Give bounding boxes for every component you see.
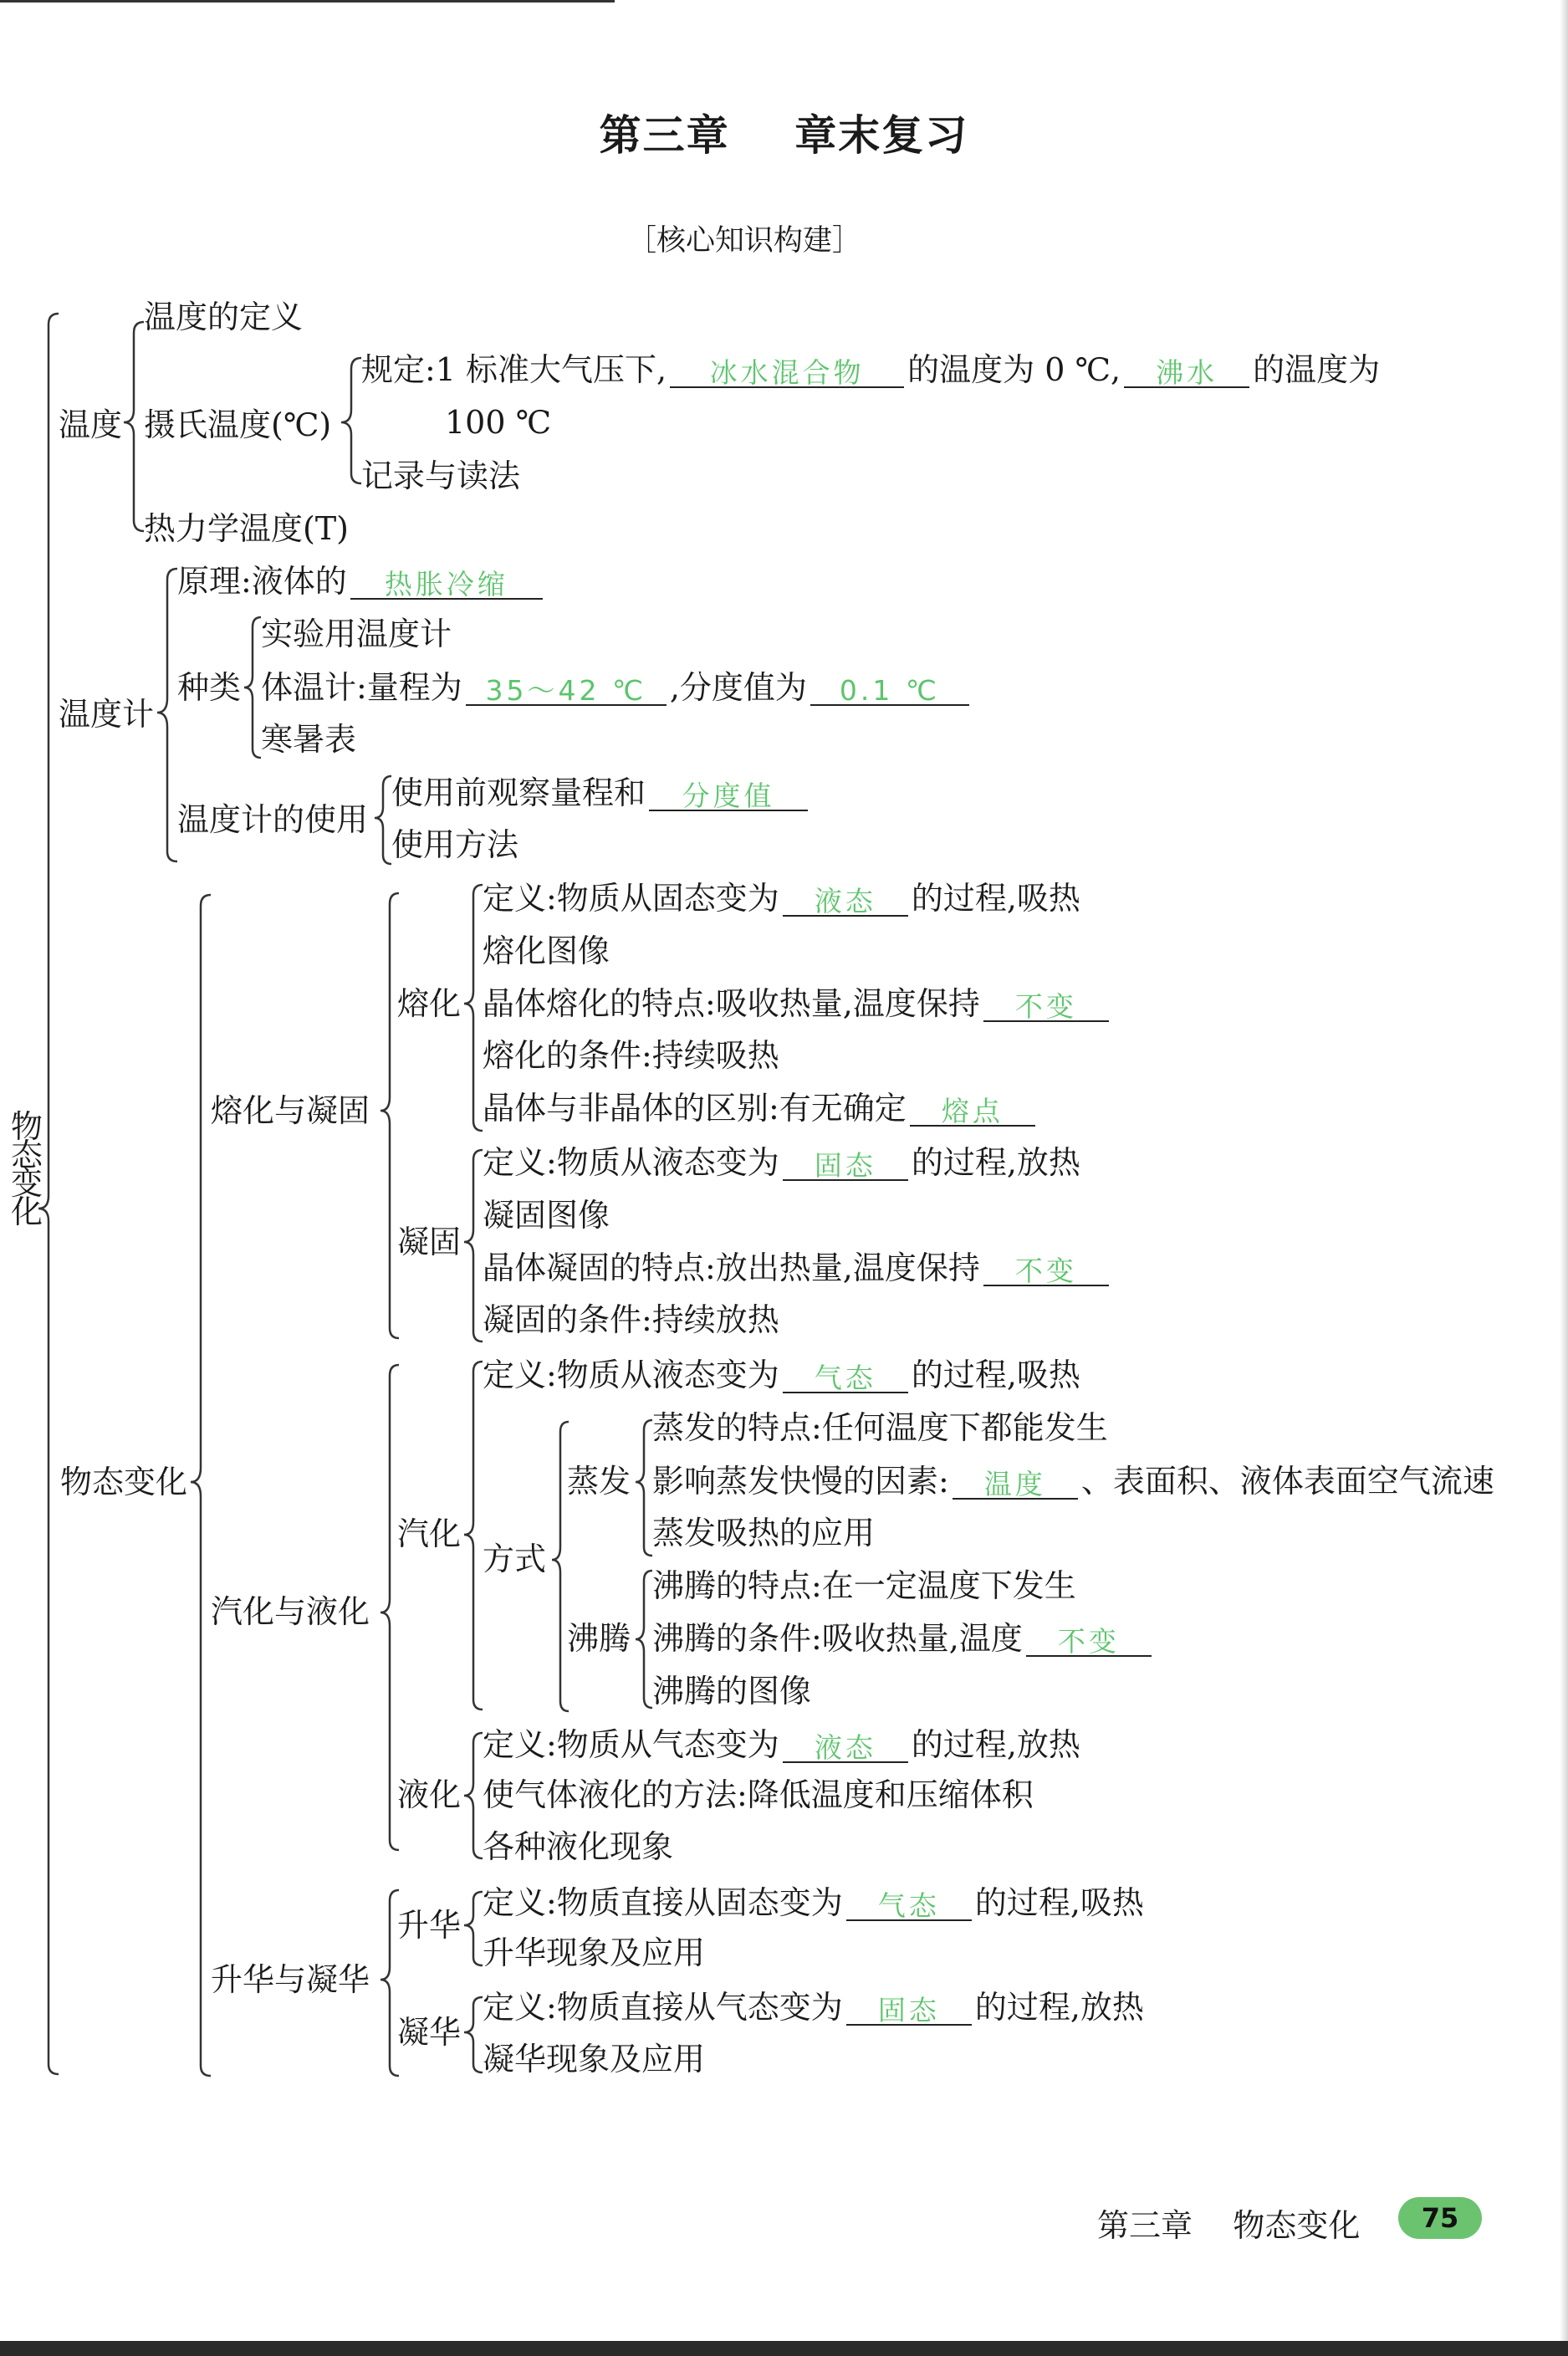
answer-blank — [953, 1464, 1078, 1500]
sublimate-phenomena: 升华现象及应用 — [483, 1934, 706, 1971]
factor-suffix: 、表面积、液体表面空气流速 — [1080, 1463, 1494, 1500]
rule-mid: 的温度为 0 ℃, — [907, 351, 1121, 388]
melting-graph: 熔化图像 — [483, 933, 610, 969]
answer-text: 温度 — [983, 1468, 1046, 1500]
root-label: 物 态 变 化 — [10, 1108, 43, 1230]
evaporation-factors — [652, 1463, 1494, 1500]
answer-blank — [983, 1251, 1109, 1286]
vaporization-label: 汽化 — [397, 1515, 462, 1552]
feature-prefix: 晶体熔化的特点:吸收热量,温度保持 — [483, 985, 980, 1022]
answer-blank — [1124, 353, 1249, 388]
brace-evaporation — [636, 1420, 652, 1556]
answer-text: 液态 — [814, 1731, 876, 1764]
footer-chapter: 第三章 物态变化 — [1097, 2207, 1361, 2244]
answer-text: 35～42 ℃ — [485, 674, 647, 707]
usage-before — [391, 774, 811, 811]
celsius-label: 摄氏温度(℃) — [144, 406, 332, 443]
sublimate-label: 升华 — [397, 1907, 462, 1944]
answer-blank — [910, 1091, 1035, 1127]
page-bottom-edge — [0, 2341, 1568, 2356]
melting-condition: 熔化的条件:持续吸热 — [483, 1037, 779, 1074]
brace-thermometer — [157, 569, 177, 861]
brace-change — [191, 895, 211, 2076]
answer-blank — [649, 776, 808, 811]
brace-vapor-liquid — [381, 1365, 399, 1850]
brace-celsius — [341, 358, 361, 483]
freezing-definition — [483, 1144, 1080, 1181]
thermodynamic-temperature: 热力学温度(T) — [144, 510, 349, 547]
thermometer-principle — [177, 563, 546, 600]
celsius-record: 记录与读法 — [361, 457, 521, 494]
def-prefix: 定义:物质直接从固态变为 — [483, 1884, 843, 1921]
clinical-mid: ,分度值为 — [669, 669, 807, 706]
temperature-definition: 温度的定义 — [144, 299, 304, 335]
brace-types — [244, 617, 261, 758]
def-suffix: 的过程,吸热 — [911, 880, 1080, 917]
evaporation-label: 蒸发 — [567, 1463, 631, 1500]
sublimation-label: 升华与凝华 — [211, 1961, 370, 1998]
evaporation-application: 蒸发吸热的应用 — [652, 1515, 876, 1551]
thermometer-types-label: 种类 — [177, 669, 242, 706]
usage-method: 使用方法 — [391, 826, 519, 863]
sublimate-definition — [483, 1884, 1144, 1921]
answer-blank — [983, 987, 1109, 1022]
temperature-label: 温度 — [59, 406, 123, 443]
deposit-label: 凝华 — [397, 2014, 462, 2051]
freezing-condition: 凝固的条件:持续放热 — [483, 1301, 779, 1338]
change-label: 物态变化 — [60, 1464, 188, 1500]
feature-prefix: 晶体凝固的特点:放出热量,温度保持 — [483, 1250, 980, 1286]
answer-text: 液态 — [814, 885, 876, 917]
principle-prefix: 原理:液体的 — [177, 563, 347, 600]
rule-suffix: 的温度为 — [1253, 351, 1381, 388]
def-suffix: 的过程,放热 — [974, 1989, 1144, 2026]
answer-text: 固态 — [814, 1149, 876, 1182]
def-suffix: 的过程,放热 — [911, 1726, 1080, 1763]
brace-melt-solid — [381, 893, 399, 1338]
celsius-rule-line — [361, 351, 1380, 388]
freezing-label: 凝固 — [397, 1224, 462, 1260]
def-prefix: 定义:物质从液态变为 — [483, 1357, 779, 1393]
diff-prefix: 晶体与非晶体的区别:有无确定 — [483, 1090, 907, 1127]
deposit-definition — [483, 1989, 1144, 2026]
celsius-rule-value: 100 ℃ — [445, 404, 552, 441]
answer-blank — [466, 671, 667, 706]
boiling-feature: 沸腾的特点:在一定温度下发生 — [652, 1567, 1076, 1604]
brace-freezing — [464, 1150, 483, 1342]
brace-methods — [552, 1422, 569, 1711]
answer-text: 冰水混合物 — [709, 356, 865, 389]
def-prefix: 定义:物质直接从气态变为 — [483, 1989, 843, 2026]
freezing-feature — [483, 1250, 1112, 1286]
answer-text: 0.1 ℃ — [839, 674, 940, 707]
liquefaction-phenomena: 各种液化现象 — [483, 1828, 674, 1865]
melting-feature — [483, 985, 1112, 1022]
answer-blank — [810, 671, 969, 706]
brace-temperature — [124, 322, 144, 531]
answer-text: 不变 — [1014, 1255, 1077, 1287]
def-suffix: 的过程,吸热 — [911, 1357, 1080, 1393]
answer-blank — [783, 882, 908, 917]
answer-text: 不变 — [1057, 1625, 1120, 1658]
brace-melting — [464, 885, 483, 1131]
clinical-prefix: 体温计:量程为 — [261, 669, 462, 706]
melting-definition — [483, 880, 1080, 917]
brace-deposit — [464, 1997, 483, 2072]
liquefaction-label: 液化 — [397, 1776, 462, 1813]
brace-boiling — [636, 1571, 652, 1708]
answer-blank — [1026, 1622, 1152, 1657]
liquefaction-method: 使气体液化的方法:降低温度和压缩体积 — [483, 1776, 1034, 1813]
def-suffix: 的过程,放热 — [911, 1144, 1080, 1181]
def-suffix: 的过程,吸热 — [974, 1884, 1144, 1921]
def-prefix: 定义:物质从固态变为 — [483, 880, 779, 917]
def-prefix: 定义:物质从液态变为 — [483, 1144, 779, 1181]
rule-prefix: 规定:1 标准大气压下, — [361, 351, 667, 388]
factor-prefix: 影响蒸发快慢的因素: — [652, 1463, 949, 1500]
weather-thermometer: 寒暑表 — [261, 721, 357, 758]
answer-blank — [670, 353, 904, 388]
thermometer-usage-label: 温度计的使用 — [177, 801, 369, 838]
answer-blank — [783, 1728, 908, 1763]
clinical-thermometer — [261, 669, 973, 706]
before-prefix: 使用前观察量程和 — [391, 774, 646, 811]
answer-blank — [846, 1991, 972, 2026]
boiling-condition — [652, 1620, 1155, 1657]
page-number-badge: 75 — [1398, 2197, 1482, 2239]
brace-sublimate — [464, 1892, 483, 1965]
deposit-phenomena: 凝华现象及应用 — [483, 2041, 706, 2077]
answer-blank — [783, 1358, 908, 1393]
melting-label: 熔化 — [397, 985, 462, 1022]
boiling-label: 沸腾 — [567, 1620, 631, 1657]
answer-blank — [783, 1146, 908, 1181]
answer-text: 气态 — [814, 1362, 876, 1394]
thermometer-label: 温度计 — [59, 696, 155, 733]
lab-thermometer: 实验用温度计 — [261, 616, 452, 652]
melting-difference — [483, 1090, 1039, 1127]
freezing-graph: 凝固图像 — [483, 1197, 610, 1234]
boiling-graph: 沸腾的图像 — [652, 1673, 812, 1710]
page-title: 第三章 章末复习 — [599, 110, 969, 160]
condition-prefix: 沸腾的条件:吸收热量,温度 — [652, 1620, 1023, 1657]
answer-text: 不变 — [1014, 990, 1077, 1023]
answer-blank — [846, 1886, 972, 1921]
melt-solid-label: 熔化与凝固 — [211, 1092, 370, 1129]
section-subtitle: ［核心知识构建］ — [626, 224, 861, 258]
vapor-liquid-label: 汽化与液化 — [211, 1593, 370, 1630]
vaporization-definition — [483, 1357, 1080, 1393]
answer-text: 熔点 — [941, 1095, 1004, 1127]
answer-text: 热胀冷缩 — [384, 568, 508, 600]
liquefaction-definition — [483, 1726, 1080, 1763]
answer-blank — [350, 565, 543, 600]
answer-text: 沸水 — [1156, 356, 1218, 389]
def-prefix: 定义:物质从气态变为 — [483, 1726, 779, 1763]
brace-sublimation — [381, 1890, 399, 2076]
brace-vaporization — [464, 1362, 483, 1710]
vaporization-methods-label: 方式 — [483, 1541, 547, 1577]
answer-text: 分度值 — [682, 779, 775, 812]
evaporation-feature: 蒸发的特点:任何温度下都能发生 — [652, 1409, 1108, 1446]
answer-text: 气态 — [877, 1889, 940, 1922]
brace-usage — [375, 776, 391, 864]
brace-liquefaction — [464, 1733, 483, 1858]
answer-text: 固态 — [877, 1994, 940, 2026]
